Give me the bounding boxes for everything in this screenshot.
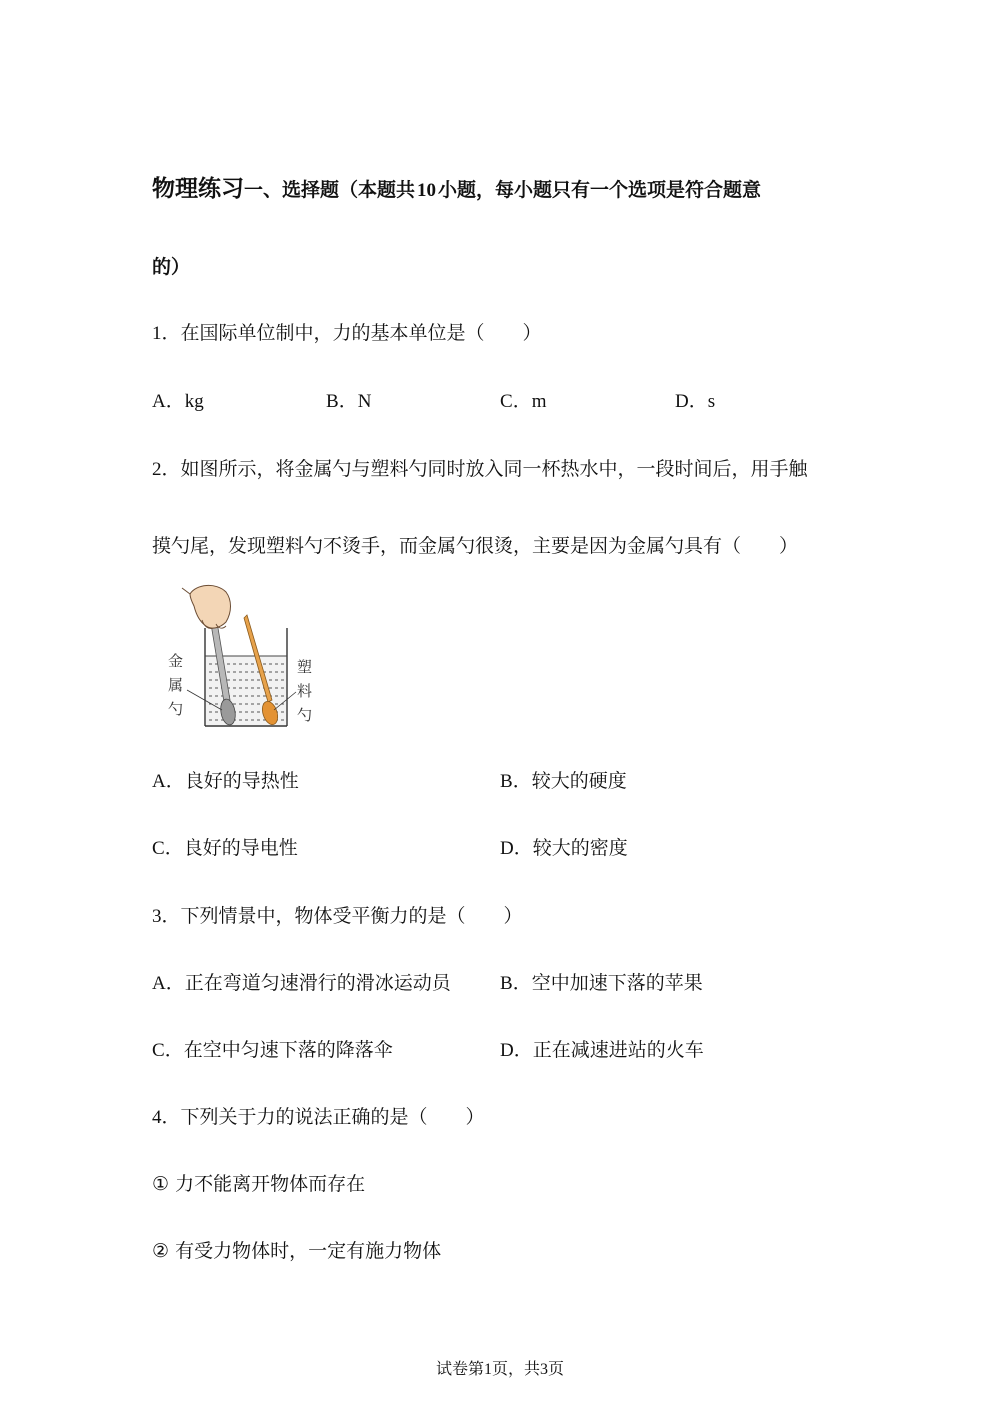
q4-statement-2: ② 有受力物体时，一定有施力物体 — [152, 1240, 442, 1262]
question-text: 在国际单位制中，力的基本单位是（ ） — [180, 322, 542, 344]
q1-option-b: B．N — [326, 391, 372, 412]
q2-option-a: A．良好的导热性 — [152, 770, 299, 792]
question-number: 2 — [152, 459, 162, 480]
q3-option-d: D．正在减速进站的火车 — [500, 1039, 704, 1061]
question-3: 3．下列情景中，物体受平衡力的是（ ） — [152, 905, 523, 927]
page-number: 1 — [483, 1361, 492, 1378]
q1-option-c: C．m — [500, 391, 547, 412]
question-number: 3 — [152, 906, 162, 927]
q4-statement-1: ① 力不能离开物体而存在 — [152, 1173, 366, 1195]
q2-option-d: D．较大的密度 — [500, 837, 628, 859]
question-text: 下列关于力的说法正确的是（ ） — [180, 1106, 485, 1128]
page-total: 3 — [540, 1361, 548, 1378]
question-text: 如图所示，将金属勺与塑料勺同时放入同一杯热水中，一段时间后，用手触 — [180, 458, 808, 480]
plastic-spoon-label-3: 勺 — [297, 707, 313, 724]
q3-option-c: C．在空中匀速下落的降落伞 — [152, 1039, 393, 1061]
q2-option-c: C．良好的导电性 — [152, 837, 298, 859]
question-count: 10 — [417, 180, 437, 201]
page-title: 物理练习 — [152, 176, 244, 202]
spoons-in-water-figure — [160, 582, 320, 730]
section-title — [152, 170, 761, 203]
metal-spoon-label-2: 属 — [168, 677, 184, 694]
question-2: 2．如图所示，将金属勺与塑料勺同时放入同一杯热水中，一段时间后，用手触 — [152, 458, 808, 480]
section-heading-a: 一、选择题（本题共 — [244, 179, 416, 201]
question-number: 1 — [152, 323, 162, 344]
question-text: 下列情景中，物体受平衡力的是（ ） — [180, 905, 523, 927]
question-1: 1．在国际单位制中，力的基本单位是（ ） — [152, 322, 542, 344]
section-heading-b: 小题，每小题只有一个选项是符合题意 — [438, 179, 762, 201]
plastic-spoon-label-1: 塑 — [297, 659, 313, 676]
q1-option-a: A．kg — [152, 391, 204, 412]
plastic-spoon-label-2: 料 — [297, 683, 313, 700]
metal-spoon-label-1: 金 — [168, 653, 184, 670]
page-footer: 试卷第1页，共3页 — [435, 1359, 565, 1378]
metal-spoon-label-3: 勺 — [168, 701, 184, 718]
q1-option-d: D．s — [675, 391, 716, 412]
q3-option-a: A．正在弯道匀速滑行的滑冰运动员 — [152, 972, 451, 994]
question-2-cont: 摸勺尾，发现塑料勺不烫手，而金属勺很烫，主要是因为金属勺具有（ ） — [152, 535, 799, 557]
q3-option-b: B．空中加速下落的苹果 — [500, 972, 703, 994]
question-number: 4 — [152, 1107, 162, 1128]
question-4: 4．下列关于力的说法正确的是（ ） — [152, 1106, 485, 1128]
hand-icon — [182, 585, 231, 628]
q2-option-b: B．较大的硬度 — [500, 770, 627, 792]
section-heading-cont: 的） — [152, 256, 191, 278]
